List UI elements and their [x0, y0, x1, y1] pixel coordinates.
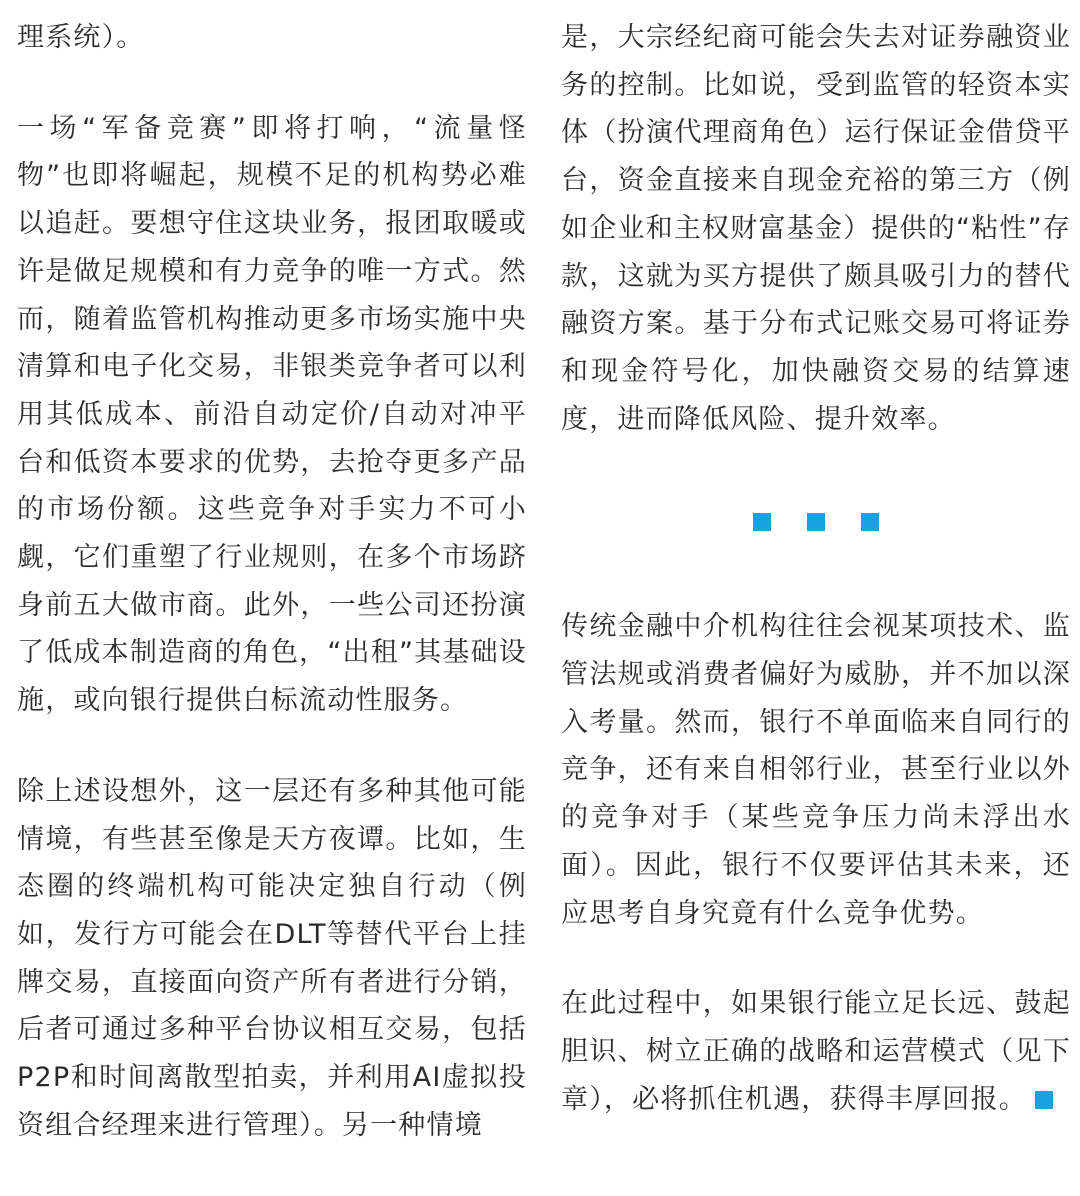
paragraph-right-2: 传统金融中介机构往往会视某项技术、监管法规或消费者偏好为威胁，并不加以深入考量。然而，银行不单面临来自同行的竞争，还有来自相邻行业，甚至行业以外的竞争对手（某些竞争压力尚未浮出水面）。因此，银行不仅要评估其未来，还应思考自身究竟有什么竞争优势。 — [561, 611, 1071, 929]
paragraph-right-1: 是，大宗经纪商可能会失去对证券融资业务的控制。比如说，受到监管的轻资本实体（扮演代理商角色）运行保证金借贷平台，资金直接来自现金充裕的第三方（例如企业和主权财富基金）提供的“粘性”存款，这就为买方提供了颇具吸引力的替代融资方案。基于分布式记账交易可将证券和现金符号化，加快融资交易的结算速度，进而降低风险、提升效率。 — [561, 22, 1071, 435]
paragraph-right-3-text: 在此过程中，如果银行能立足长远、鼓起胆识、树立正确的战略和运营模式（见下章），必将抓住机遇，获得丰厚回报。 — [561, 988, 1071, 1115]
divider-square-icon — [807, 513, 825, 531]
right-column — [561, 14, 1071, 1123]
paragraph-right-3 — [561, 980, 1071, 1123]
paragraph-left-1: 理系统）。 — [17, 22, 145, 53]
section-divider — [561, 513, 1071, 533]
divider-square-icon — [753, 513, 771, 531]
paragraph-left-3: 除上述设想外，这一层还有多种其他可能情境，有些甚至像是天方夜谭。比如，生态圈的终端机构可能决定独自行动（例如，发行方可能会在DLT等替代平台上挂牌交易，直接面向资产所有者进行分销，后者可通过多种平台协议相互交易，包括P2P和时间离散型拍卖，并利用AI虚拟投资组合经理来进行管理）。另一种情境 — [17, 775, 527, 1141]
paragraph-left-2: 一场“军备竞赛”即将打响，“流量怪物”也即将崛起，规模不足的机构势必难以追赶。要想守住这块业务，报团取暖或许是做足规模和有力竞争的唯一方式。然而，随着监管机构推动更多市场实施中央清算和电子化交易，非银类竞争者可以利用其低成本、前沿自动定价/自动对冲平台和低资本要求的优势，去抢夺更多产品的市场份额。这些竞争对手实力不可小觑，它们重塑了行业规则，在多个市场跻身前五大做市商。此外，一些公司还扮演了低成本制造商的角色，“出租”其基础设施，或向银行提供白标流动性服务。 — [17, 112, 527, 717]
end-mark-square-icon — [1035, 1091, 1053, 1109]
divider-square-icon — [861, 513, 879, 531]
left-column — [17, 14, 527, 1149]
